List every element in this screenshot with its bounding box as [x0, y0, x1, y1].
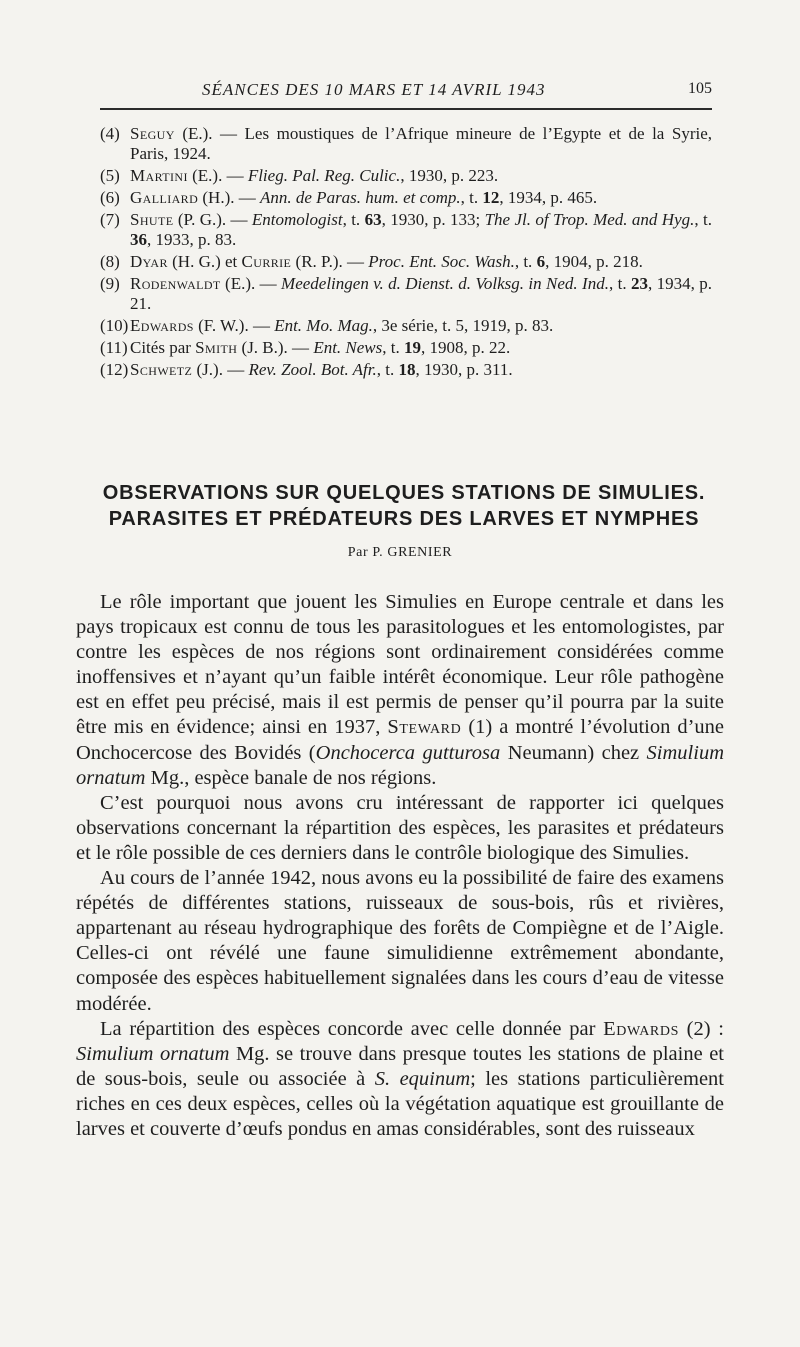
reference-text: , t. — [608, 274, 631, 293]
reference-journal: The Jl. of Trop. Med. and Hyg. — [484, 210, 695, 229]
reference-author: Schwetz — [130, 360, 193, 379]
species-name: Simulium ornatum — [76, 1042, 230, 1065]
reference-author: Galliard — [130, 188, 199, 207]
reference-text: , t. — [376, 360, 399, 379]
reference-text: , t. — [514, 252, 537, 271]
reference-item — [100, 252, 712, 272]
reference-item — [100, 210, 712, 250]
reference-text: , t. — [694, 210, 712, 229]
reference-item — [100, 316, 712, 336]
reference-author: Edwards — [130, 316, 194, 335]
reference-text: , 1930, p. 133; — [381, 210, 485, 229]
reference-volume: 12 — [482, 188, 500, 207]
paragraph-text: (2) : — [678, 1017, 724, 1040]
reference-journal: Ent. Mo. Mag. — [274, 316, 373, 335]
article-byline: Par P. GRENIER — [347, 545, 453, 560]
reference-journal: Ent. News — [313, 338, 383, 357]
reference-text: (F. W.). — — [193, 316, 275, 335]
paragraph-text: Le rôle important que jouent les Simulies en Europe centrale et dans les pays tropicaux est connu de tous les parasitologues et les entomologistes, par contre les espèces de nos régions sont ordinairement considérées comme inoffensives et n’ayant qu’un faible intérêt économique. Leur rôle pathogène est en effet peu précisé, mais il est permis de penser qu’il pourra par la suite être mis en évidence; ainsi en 1937, — [76, 591, 724, 739]
reference-number: (6) — [100, 188, 120, 207]
reference-text: (E.). — Les moustiques de l’Afrique mineure de l’Egypte et de la Syrie, Paris, 1924. — [130, 124, 712, 163]
reference-item — [100, 360, 712, 380]
reference-text: , 1934, p. 21. — [130, 274, 712, 313]
reference-item — [100, 124, 712, 164]
reference-journal: Flieg. Pal. Reg. Culic. — [247, 166, 401, 185]
species-name: S. equinum — [374, 1067, 471, 1090]
paragraph-text: Neumann) chez — [500, 741, 647, 764]
running-title: SÉANCES DES 10 MARS ET 14 AVRIL 1943 — [202, 80, 546, 99]
article-title — [64, 480, 744, 532]
reference-volume: 23 — [630, 274, 648, 293]
reference-item — [100, 274, 712, 314]
running-header — [100, 78, 712, 106]
reference-text: (J.). — — [192, 360, 249, 379]
species-name: Onchocerca gutturosa — [315, 741, 501, 764]
paragraph-text: Mg., espèce banale de nos régions. — [145, 766, 437, 789]
reference-volume: 6 — [536, 252, 546, 271]
reference-journal: Meedelingen v. d. Dienst. d. Volksg. in Ned. Ind. — [281, 274, 609, 293]
reference-text: (E.). — — [187, 166, 248, 185]
body-paragraph — [76, 590, 724, 791]
reference-number: (12) — [100, 360, 129, 379]
reference-text: , t. — [460, 188, 483, 207]
reference-item — [100, 166, 712, 186]
reference-journal: Proc. Ent. Soc. Wash. — [368, 252, 515, 271]
reference-text: , 1934, p. 465. — [499, 188, 598, 207]
reference-author: Currie — [241, 252, 292, 271]
reference-number: (10) — [100, 316, 129, 335]
reference-number: (5) — [100, 166, 120, 185]
reference-volume: 18 — [398, 360, 416, 379]
reference-text: , 1933, p. 83. — [147, 230, 237, 249]
reference-text: (R. P.). — — [291, 252, 369, 271]
article-body — [76, 590, 724, 1142]
reference-journal: Ann. de Paras. hum. et comp. — [260, 188, 461, 207]
reference-text: (H.). — — [198, 188, 260, 207]
reference-number: (4) — [100, 124, 120, 143]
reference-item — [100, 188, 712, 208]
reference-text: (H. G.) et — [167, 252, 242, 271]
paragraph-text: ; les stations particulièrement riches en ces deux espèces, celles où la végétation aquatique est grouillante de larves et couverte d’œufs pondus en amas considérables, sont des ruisseaux — [76, 1067, 724, 1140]
reference-author: Dyar — [130, 252, 168, 271]
reference-text: , 1904, p. 218. — [545, 252, 643, 271]
header-rule — [100, 108, 712, 110]
reference-list — [100, 124, 712, 382]
body-paragraph: C’est pourquoi nous avons cru intéressant de rapporter ici quelques observations concernant la répartition des espèces, les parasites et prédateurs et le rôle possible de ces derniers dans le contrôle biologique des Simulies. — [76, 791, 724, 864]
reference-text: (E.). — — [220, 274, 282, 293]
reference-volume: 63 — [364, 210, 382, 229]
reference-number: (11) — [100, 338, 128, 357]
species-name: Simulium ornatum — [76, 741, 724, 789]
reference-journal: Rev. Zool. Bot. Afr. — [248, 360, 377, 379]
reference-number: (8) — [100, 252, 120, 271]
reference-text: , 3e série, t. 5, 1919, p. 83. — [372, 316, 554, 335]
page-number: 105 — [688, 80, 712, 97]
paragraph-text: (1) a montré l’évolution d’une Onchocercose des Bovidés ( — [76, 716, 725, 764]
reference-text: , t. — [342, 210, 365, 229]
reference-number: (7) — [100, 210, 120, 229]
article-title-line: OBSERVATIONS SUR QUELQUES STATIONS DE SIMULIES. — [102, 482, 706, 504]
reference-author: Shute — [130, 210, 174, 229]
reference-text: , 1930, p. 223. — [400, 166, 499, 185]
reference-text: , 1930, p. 311. — [415, 360, 513, 379]
cited-author: Steward — [387, 716, 462, 739]
article-title-line: PARASITES ET PRÉDATEURS DES LARVES ET NYMPHES — [108, 508, 700, 530]
reference-text: (J. B.). — — [237, 338, 314, 357]
body-paragraph — [76, 1017, 724, 1142]
reference-author: Smith — [195, 338, 238, 357]
cited-author: Edwards — [603, 1017, 679, 1040]
reference-volume: 36 — [130, 230, 147, 249]
paragraph-text: La répartition des espèces concorde avec celle donnée par — [100, 1017, 604, 1040]
body-paragraph: Au cours de l’année 1942, nous avons eu la possibilité de faire des examens répétés de différentes stations, ruisseaux de sous-bois, rûs et rivières, appartenant au réseau hydrographique des forêts de Compiègne et de l’Aigle. Celles-ci ont révélé une faune simulidienne extrêmement abondante, composée des espèces habituellement signalées dans les cours d’eau de vitesse modérée. — [76, 867, 724, 1015]
reference-text: Cités par — [130, 338, 196, 357]
reference-text: (P. G.). — — [173, 210, 252, 229]
reference-author: Seguy — [130, 124, 175, 143]
reference-author: Martini — [130, 166, 188, 185]
reference-number: (9) — [100, 274, 120, 293]
reference-volume: 19 — [404, 338, 421, 357]
reference-journal: Entomologist — [251, 210, 343, 229]
reference-author: Rodenwaldt — [130, 274, 221, 293]
paragraph-text: Mg. se trouve dans presque toutes les stations de plaine et de sous-bois, seule ou associée à — [76, 1042, 724, 1090]
reference-item — [100, 338, 712, 358]
reference-text: , 1908, p. 22. — [421, 338, 511, 357]
reference-text: , t. — [382, 338, 404, 357]
